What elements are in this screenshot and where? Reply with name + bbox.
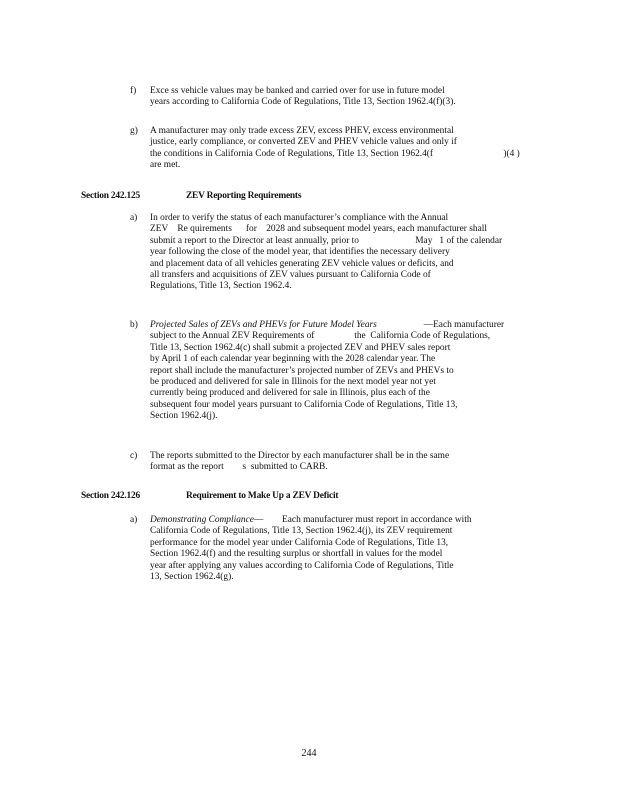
text-line: by April 1 of each calendar year beginning with the 2028 calendar year. The: [150, 354, 436, 365]
text-line: and placement data of all vehicles generating ZEV vehicle values or deficits, and: [150, 258, 454, 269]
text-line: Section 1962.4(f) and the resulting surplus or shortfall in values for the model: [150, 549, 443, 560]
text-line: are met.: [150, 160, 181, 171]
text-line: format as the report s submitted to CARB.: [150, 462, 328, 473]
section-number: Section 242.125: [81, 191, 140, 201]
text-fragment: — Each manufacturer must report in accordance with: [253, 515, 472, 525]
section-heading-242-126: [81, 491, 338, 502]
text-line: In order to verify the status of each manufacturer’s compliance with the Annual: [150, 213, 449, 223]
list-item-a: [130, 515, 520, 583]
text-line: the conditions in California Code of Regulations, Title 13, Section 1962.4(f )(4 ): [150, 148, 520, 159]
text-line: be produced and delivered for sale in Illinois for the next model year not yet: [150, 377, 436, 388]
section-title: Requirement to Make Up a ZEV Deficit: [186, 491, 339, 501]
text-fragment: —Each manufacturer: [376, 320, 505, 330]
item-text: [150, 213, 520, 293]
italic-heading: Projected Sales of ZEVs and PHEVs for Future Model Years: [150, 320, 377, 330]
text-line: California Code of Regulations, Title 13, Section 1962.4(j), its ZEV requirement: [150, 526, 453, 537]
item-text: [150, 515, 520, 583]
text-line: A manufacturer may only trade excess ZEV, excess PHEV, excess environmental: [150, 126, 454, 136]
section-title: ZEV Reporting Requirements: [186, 191, 302, 201]
text-line: years according to California Code of Regulations, Title 13, Section 1962.4(f)(3).: [150, 97, 456, 108]
item-label: a): [130, 213, 138, 223]
list-item-f: [130, 86, 520, 109]
text-line: Section 1962.4(j).: [150, 411, 218, 422]
text-line: justice, early compliance, or converted ZEV and PHEV vehicle values and only if: [150, 137, 457, 148]
text-line: performance for the model year under California Code of Regulations, Title 13,: [150, 537, 449, 548]
text-line: currently being produced and delivered for sale in Illinois, plus each of the: [150, 388, 430, 399]
text-line: ZEV Re quirements for 2028 and subsequent model years, each manufacturer shall: [150, 224, 487, 235]
text-line: subsequent four model years pursuant to California Code of Regulations, Title 13,: [150, 399, 458, 410]
text-line: Title 13, Section 1962.4(c) shall submit a projected ZEV and PHEV sales report: [150, 342, 451, 353]
list-item-a: [130, 213, 520, 293]
text-line: year after applying any values according to California Code of Regulations, Title: [150, 560, 454, 571]
item-label: f): [130, 86, 137, 96]
section-heading-242-125: [81, 191, 301, 202]
list-item-g: [130, 126, 520, 172]
list-item-c: [130, 451, 520, 474]
item-text: [150, 126, 520, 172]
item-label: b): [130, 320, 138, 330]
item-label: c): [130, 451, 138, 461]
text-line: Regulations, Title 13, Section 1962.4.: [150, 281, 292, 292]
text-line: [150, 515, 520, 526]
item-label: a): [130, 515, 138, 525]
text-line: [150, 320, 520, 331]
text-line: The reports submitted to the Director by each manufacturer shall be in the same: [150, 451, 450, 461]
text-line: report shall include the manufacturer’s projected number of ZEVs and PHEVs to: [150, 365, 454, 376]
text-line: subject to the Annual ZEV Requirements of the California Code of Regulations,: [150, 331, 491, 342]
text-line: year following the close of the model year, that identifies the necessary delivery: [150, 247, 450, 258]
page-number: 244: [301, 748, 317, 759]
text-line: all transfers and acquisitions of ZEV values pursuant to California Code of: [150, 270, 431, 281]
text-line: Exce ss vehicle values may be banked and carried over for use in future model: [150, 86, 445, 96]
italic-heading: Demonstrating Compliance: [150, 515, 254, 525]
text-line: submit a report to the Director at least annually, prior to May 1 of the calendar: [150, 235, 503, 246]
text-line: 13, Section 1962.4(g).: [150, 572, 234, 583]
list-item-b: [130, 320, 520, 423]
item-text: [150, 451, 520, 474]
item-label: g): [130, 126, 138, 136]
item-text: [150, 86, 520, 109]
section-number: Section 242.126: [81, 491, 140, 501]
item-text: [150, 320, 520, 423]
